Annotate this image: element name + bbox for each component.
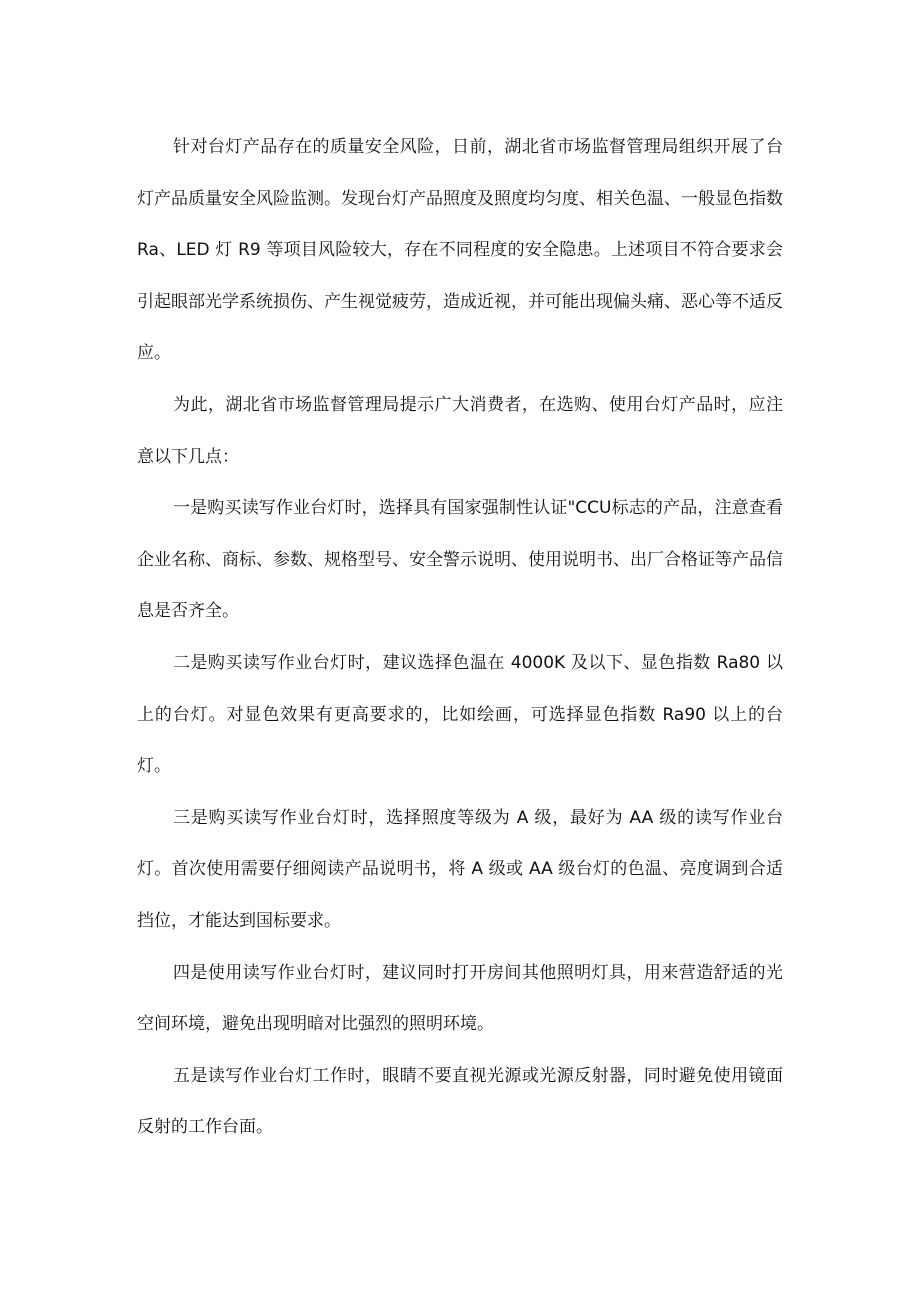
paragraph-point-four-room-lighting: 四是使用读写作业台灯时，建议同时打开房间其他照明灯具，用来营造舒适的光空间环境，避免出现明暗对比强烈的照明环境。 [137, 962, 783, 1035]
paragraph-point-two-color-temperature: 二是购买读写作业台灯时，建议选择色温在 4000K 及以下、显色指数 Ra80 以上的台灯。对显色效果有更高要求的，比如绘画，可选择显色指数 Ra90 以上的台灯。 [137, 652, 783, 777]
paragraph-point-three-illuminance-grade: 三是购买读写作业台灯时，选择照度等级为 A 级，最好为 AA 级的读写作业台灯。首次使用需要仔细阅读产品说明书，将 A 级或 AA 级台灯的色温、亮度调到合适挡位，才能达到国标要求。 [137, 807, 783, 931]
document-body [137, 122, 783, 1154]
paragraph-point-five-glare: 五是读写作业台灯工作时，眼睛不要直视光源或光源反射器，同时避免使用镜面反射的工作台面。 [137, 1065, 783, 1138]
paragraph-risk-monitoring: 针对台灯产品存在的质量安全风险，日前，湖北省市场监督管理局组织开展了台灯产品质量安全风险监测。发现台灯产品照度及照度均匀度、相关色温、一般显色指数 Ra、LED 灯 R9 等项目风险较大，存在不同程度的安全隐患。上述项目不符合要求会引起眼部光学系统损伤、产生视觉疲劳，造成近视，并可能出现偏头痛、恶心等不适反应。 [137, 137, 783, 364]
paragraph-point-one-certification: 一是购买读写作业台灯时，选择具有国家强制性认证"CCU标志的产品，注意查看企业名称、商标、参数、规格型号、安全警示说明、使用说明书、出厂合格证等产品信息是否齐全。 [137, 498, 783, 622]
paragraph-consumer-notice: 为此，湖北省市场监督管理局提示广大消费者，在选购、使用台灯产品时，应注意以下几点： [137, 394, 783, 467]
